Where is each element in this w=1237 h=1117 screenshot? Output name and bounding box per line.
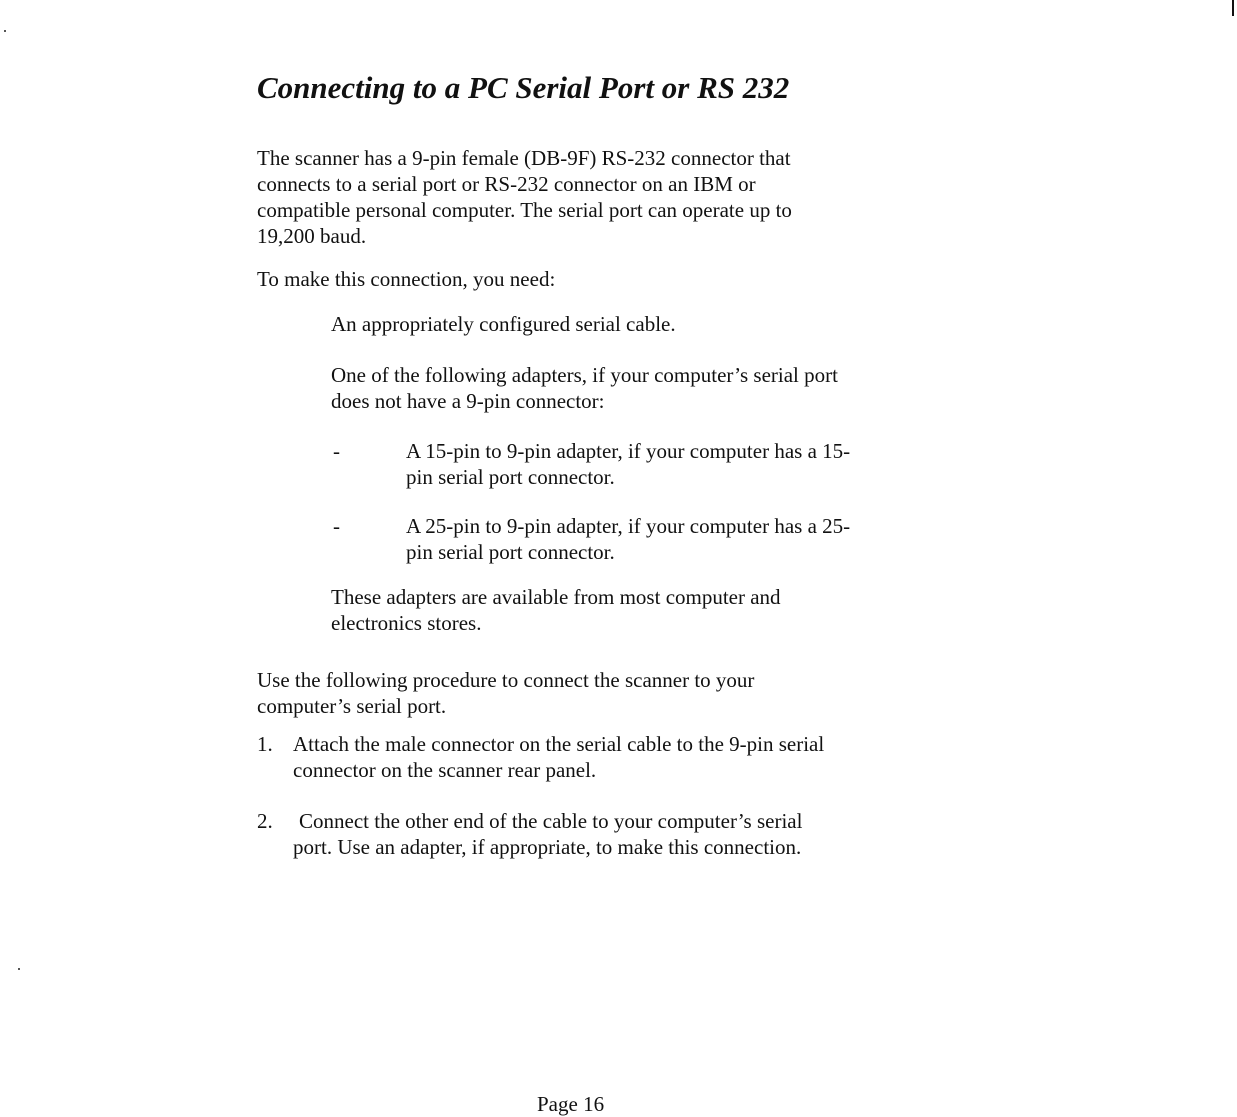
- availability-line: These adapters are available from most computer and: [331, 585, 781, 609]
- procedure-intro: [257, 667, 754, 719]
- procedure-step-2: [293, 808, 803, 860]
- need-item-adapters-line: does not have a 9-pin connector:: [331, 389, 605, 413]
- step-line: connector on the scanner rear panel.: [293, 758, 597, 782]
- adapter-option-25pin: [406, 513, 850, 565]
- need-item-cable-text: An appropriately configured serial cable.: [331, 312, 676, 336]
- procedure-step-1: [293, 731, 824, 783]
- adapter-option-line: A 25-pin to 9-pin adapter, if your computer has a 25-: [406, 514, 851, 538]
- adapter-option-line: pin serial port connector.: [406, 540, 615, 564]
- step-line: Connect the other end of the cable to your computer’s serial: [299, 809, 803, 833]
- step-number: 2.: [257, 809, 273, 833]
- availability-line: electronics stores.: [331, 611, 482, 635]
- intro-line: 19,200 baud.: [257, 224, 367, 248]
- adapter-option-line: pin serial port connector.: [406, 465, 615, 489]
- page-title: Connecting to a PC Serial Port or RS 232: [257, 70, 790, 105]
- need-intro-text: To make this connection, you need:: [257, 267, 556, 291]
- scan-speck: [4, 30, 6, 32]
- adapter-option-line: A 15-pin to 9-pin adapter, if your computer has a 15-: [406, 439, 851, 463]
- need-intro: [257, 266, 555, 292]
- intro-line: The scanner has a 9-pin female (DB-9F) RS-232 connector that: [257, 146, 791, 170]
- procedure-intro-line: Use the following procedure to connect the scanner to your: [257, 668, 755, 692]
- intro-paragraph: [257, 145, 792, 249]
- page-number: Page 16: [537, 1092, 605, 1116]
- scan-speck: [18, 968, 20, 970]
- need-item-adapters-line: One of the following adapters, if your computer’s serial port: [331, 363, 838, 387]
- adapter-option-dash: -: [333, 439, 340, 463]
- step-number: 1.: [257, 732, 273, 756]
- availability-paragraph: [331, 584, 781, 636]
- adapter-option-15pin: [406, 438, 850, 490]
- need-item-cable: [331, 311, 676, 337]
- procedure-intro-line: computer’s serial port.: [257, 694, 447, 718]
- intro-line: connects to a serial port or RS-232 connector on an IBM or: [257, 172, 756, 196]
- intro-line: compatible personal computer. The serial port can operate up to: [257, 198, 792, 222]
- step-line: Attach the male connector on the serial cable to the 9-pin serial: [293, 732, 825, 756]
- need-item-adapters: [331, 362, 838, 414]
- adapter-option-dash: -: [333, 514, 340, 538]
- step-line: port. Use an adapter, if appropriate, to make this connection.: [293, 835, 802, 859]
- scan-edge-mark: [1232, 0, 1234, 16]
